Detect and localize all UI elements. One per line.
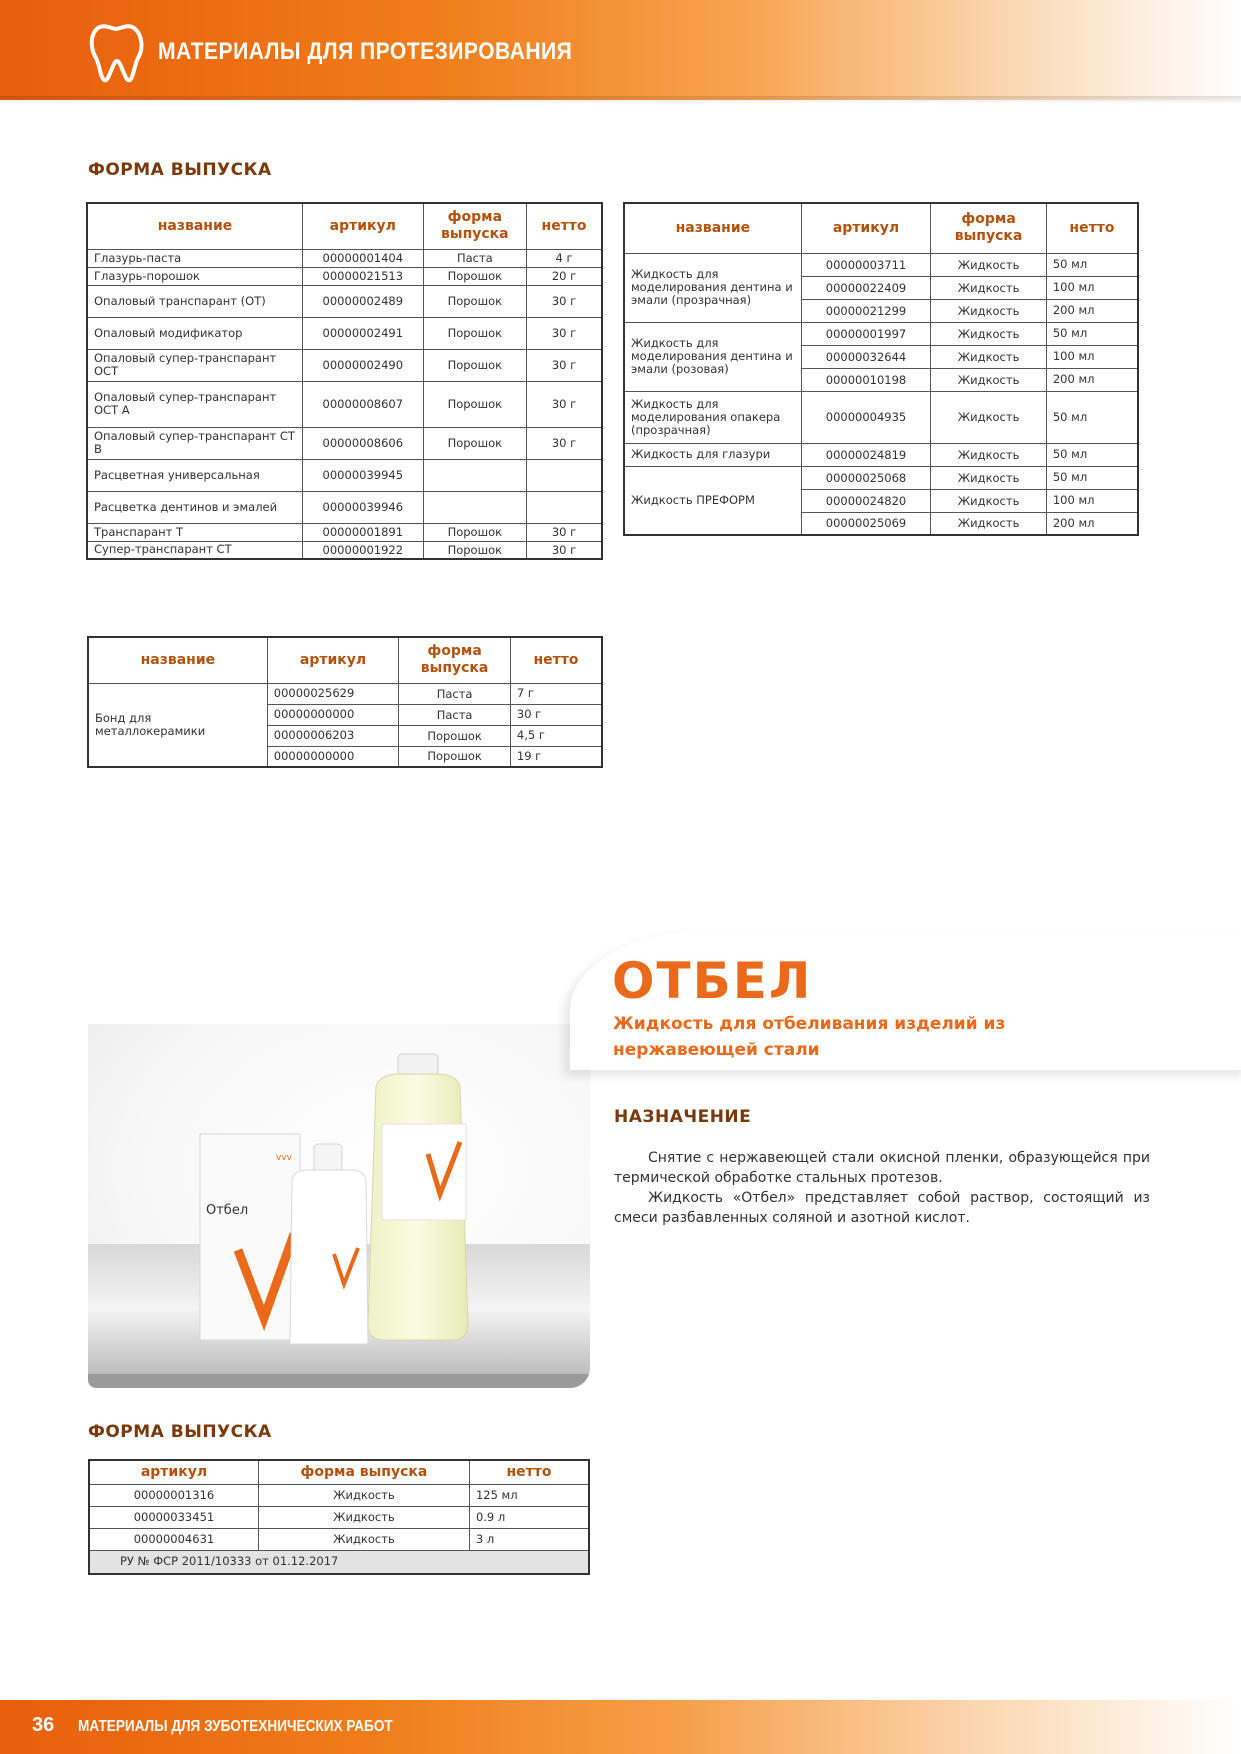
product-photo xyxy=(88,1024,590,1388)
cell-netto: 3 л xyxy=(469,1528,589,1550)
cell-form: Жидкость xyxy=(258,1528,469,1550)
cell-form: Порошок xyxy=(423,381,526,427)
cell-name: Транспарант Т xyxy=(87,523,302,541)
col-form: форма выпуска xyxy=(258,1460,469,1484)
product-photo-illustration xyxy=(88,1024,590,1388)
cell-netto: 30 г xyxy=(510,704,602,725)
section-title-release: ФОРМА ВЫПУСКА xyxy=(88,1422,272,1442)
cell-netto: 50 мл xyxy=(1046,443,1138,466)
col-article: артикул xyxy=(801,203,931,253)
cell-form: Жидкость xyxy=(931,322,1047,345)
cell-article: 00000001891 xyxy=(302,523,423,541)
cell-netto: 100 мл xyxy=(1046,345,1138,368)
release-table-otbel xyxy=(88,1459,590,1575)
table-row xyxy=(87,317,602,349)
header-shadow xyxy=(0,96,1241,104)
table-row xyxy=(624,466,1138,489)
cell-netto: 30 г xyxy=(527,349,602,381)
cell-form: Паста xyxy=(423,249,526,267)
cell-article: 00000033451 xyxy=(89,1506,258,1528)
cell-form: Жидкость xyxy=(931,345,1047,368)
cell-form: Жидкость xyxy=(931,512,1047,535)
cell-netto: 200 мл xyxy=(1046,299,1138,322)
cell-article: 00000008607 xyxy=(302,381,423,427)
product-subtitle: Жидкость для отбеливания изделий из нержавеющей стали xyxy=(613,1014,1006,1060)
cell-article: 00000003711 xyxy=(801,253,931,276)
col-form: форма выпуска xyxy=(931,203,1047,253)
col-name: название xyxy=(624,203,801,253)
cell-name: Жидкость для моделирования опакера (прозрачная) xyxy=(624,391,801,443)
cell-article: 00000000000 xyxy=(267,746,399,767)
page-number: 36 xyxy=(32,1714,55,1736)
cell-article: 00000002489 xyxy=(302,285,423,317)
cell-form xyxy=(423,491,526,523)
cell-netto: 19 г xyxy=(510,746,602,767)
table-row xyxy=(624,253,1138,276)
cell-form: Порошок xyxy=(423,317,526,349)
table-row xyxy=(89,1506,589,1528)
cell-article: 00000021513 xyxy=(302,267,423,285)
col-name: название xyxy=(88,637,267,683)
purpose-paragraph: Снятие с нержавеющей стали окисной пленки, образующейся при термической обработке стальных протезов. xyxy=(614,1150,1150,1186)
cell-form: Порошок xyxy=(423,541,526,559)
table-row xyxy=(87,381,602,427)
table-row xyxy=(87,427,602,459)
table-row xyxy=(87,349,602,381)
header-title: МАТЕРИАЛЫ ДЛЯ ПРОТЕЗИРОВАНИЯ xyxy=(158,38,573,65)
cell-form: Паста xyxy=(399,683,511,704)
cell-name: Глазурь-порошок xyxy=(87,267,302,285)
cell-form: Порошок xyxy=(423,427,526,459)
col-netto: нетто xyxy=(527,203,602,249)
table-row xyxy=(89,1484,589,1506)
col-article: артикул xyxy=(302,203,423,249)
cell-form: Жидкость xyxy=(258,1484,469,1506)
cell-netto: 30 г xyxy=(527,523,602,541)
cell-article: 00000008606 xyxy=(302,427,423,459)
cell-name: Опаловый супер-транспарант СТ В xyxy=(87,427,302,459)
cell-form: Жидкость xyxy=(931,299,1047,322)
cell-article: 00000024819 xyxy=(801,443,931,466)
section-title-purpose: НАЗНАЧЕНИЕ xyxy=(614,1107,752,1127)
cell-netto: 20 г xyxy=(527,267,602,285)
col-netto: нетто xyxy=(1046,203,1138,253)
table-row xyxy=(624,322,1138,345)
cell-form xyxy=(423,459,526,491)
table-row xyxy=(87,523,602,541)
cell-netto: 100 мл xyxy=(1046,276,1138,299)
cell-name: Жидкость ПРЕФОРМ xyxy=(624,466,801,535)
registration-row xyxy=(89,1550,589,1574)
table-row xyxy=(87,459,602,491)
purpose-text xyxy=(614,1148,1150,1228)
cell-form: Жидкость xyxy=(931,276,1047,299)
release-table-bond xyxy=(87,636,603,768)
cell-form: Порошок xyxy=(423,523,526,541)
cell-name: Жидкость для моделирования дентина и эмали (прозрачная) xyxy=(624,253,801,322)
cell-netto: 50 мл xyxy=(1046,322,1138,345)
cell-form: Жидкость xyxy=(931,253,1047,276)
cell-form: Паста xyxy=(399,704,511,725)
cell-form: Порошок xyxy=(399,746,511,767)
cell-form: Жидкость xyxy=(931,489,1047,512)
cell-article: 00000004631 xyxy=(89,1528,258,1550)
cell-name: Бонд для металлокерамики xyxy=(88,683,267,767)
cell-form: Порошок xyxy=(399,725,511,746)
footer-title: МАТЕРИАЛЫ ДЛЯ ЗУБОТЕХНИЧЕСКИХ РАБОТ xyxy=(78,1718,393,1735)
cell-netto: 30 г xyxy=(527,541,602,559)
cell-article: 00000039946 xyxy=(302,491,423,523)
cell-article: 00000002490 xyxy=(302,349,423,381)
cell-article: 00000025069 xyxy=(801,512,931,535)
cell-article: 00000032644 xyxy=(801,345,931,368)
cell-form: Жидкость xyxy=(931,368,1047,391)
table-row xyxy=(87,267,602,285)
cell-article: 00000000000 xyxy=(267,704,399,725)
cell-name: Жидкость для глазури xyxy=(624,443,801,466)
table-row xyxy=(88,683,602,704)
cell-article: 00000021299 xyxy=(801,299,931,322)
cell-article: 00000001404 xyxy=(302,249,423,267)
col-name: название xyxy=(87,203,302,249)
cell-netto: 200 мл xyxy=(1046,512,1138,535)
cell-form: Жидкость xyxy=(931,466,1047,489)
cell-netto: 30 г xyxy=(527,427,602,459)
table-row xyxy=(89,1528,589,1550)
registration-number: РУ № ФСР 2011/10333 от 01.12.2017 xyxy=(89,1550,589,1574)
cell-article: 00000010198 xyxy=(801,368,931,391)
table-row xyxy=(87,285,602,317)
col-netto: нетто xyxy=(469,1460,589,1484)
cell-netto: 30 г xyxy=(527,381,602,427)
product-title: ОТБЕЛ xyxy=(612,952,813,1010)
cell-name: Расцветка дентинов и эмалей xyxy=(87,491,302,523)
cell-article: 00000004935 xyxy=(801,391,931,443)
cell-article: 00000001316 xyxy=(89,1484,258,1506)
purpose-paragraph: Жидкость «Отбел» представляет собой раствор, состоящий из смеси разбавленных соляной и азотной кислот. xyxy=(614,1190,1150,1226)
cell-name: Супер-транспарант СТ xyxy=(87,541,302,559)
cell-netto xyxy=(527,459,602,491)
col-form: форма выпуска xyxy=(399,637,511,683)
cell-form: Порошок xyxy=(423,285,526,317)
cell-netto: 30 г xyxy=(527,317,602,349)
cell-netto: 0.9 л xyxy=(469,1506,589,1528)
cell-form: Порошок xyxy=(423,267,526,285)
cell-article: 00000006203 xyxy=(267,725,399,746)
col-form: форма выпуска xyxy=(423,203,526,249)
cell-name: Расцветная универсальная xyxy=(87,459,302,491)
release-table-liquids xyxy=(623,202,1139,536)
cell-article: 00000001997 xyxy=(801,322,931,345)
box-brand: vvv xyxy=(276,1153,292,1163)
col-netto: нетто xyxy=(510,637,602,683)
cell-form: Жидкость xyxy=(258,1506,469,1528)
tooth-icon xyxy=(88,20,144,84)
cell-article: 00000002491 xyxy=(302,317,423,349)
table-row xyxy=(87,491,602,523)
cell-name: Опаловый транспарант (ОТ) xyxy=(87,285,302,317)
cell-name: Глазурь-паста xyxy=(87,249,302,267)
table-row xyxy=(624,391,1138,443)
release-table-glazes xyxy=(86,202,603,560)
cell-netto: 50 мл xyxy=(1046,466,1138,489)
cell-article: 00000001922 xyxy=(302,541,423,559)
cell-netto: 200 мл xyxy=(1046,368,1138,391)
col-article: артикул xyxy=(267,637,399,683)
cell-netto: 7 г xyxy=(510,683,602,704)
cell-netto: 100 мл xyxy=(1046,489,1138,512)
cell-form: Порошок xyxy=(423,349,526,381)
col-article: артикул xyxy=(89,1460,258,1484)
table-row xyxy=(87,541,602,559)
cell-article: 00000025629 xyxy=(267,683,399,704)
cell-netto: 30 г xyxy=(527,285,602,317)
cell-article: 00000024820 xyxy=(801,489,931,512)
section-title-release: ФОРМА ВЫПУСКА xyxy=(88,160,272,180)
cell-netto xyxy=(527,491,602,523)
cell-name: Опаловый супер-транспарант ОСТ xyxy=(87,349,302,381)
cell-name: Жидкость для моделирования дентина и эмали (розовая) xyxy=(624,322,801,391)
cell-article: 00000039945 xyxy=(302,459,423,491)
cell-form: Жидкость xyxy=(931,443,1047,466)
cell-name: Опаловый супер-транспарант ОСТ А xyxy=(87,381,302,427)
cell-netto: 4 г xyxy=(527,249,602,267)
cell-form: Жидкость xyxy=(931,391,1047,443)
cell-article: 00000025068 xyxy=(801,466,931,489)
cell-netto: 4,5 г xyxy=(510,725,602,746)
cell-article: 00000022409 xyxy=(801,276,931,299)
table-row xyxy=(87,249,602,267)
cell-netto: 125 мл xyxy=(469,1484,589,1506)
cell-netto: 50 мл xyxy=(1046,253,1138,276)
box-label: Отбел xyxy=(206,1203,249,1218)
cell-name: Опаловый модификатор xyxy=(87,317,302,349)
table-row xyxy=(624,443,1138,466)
cell-netto: 50 мл xyxy=(1046,391,1138,443)
